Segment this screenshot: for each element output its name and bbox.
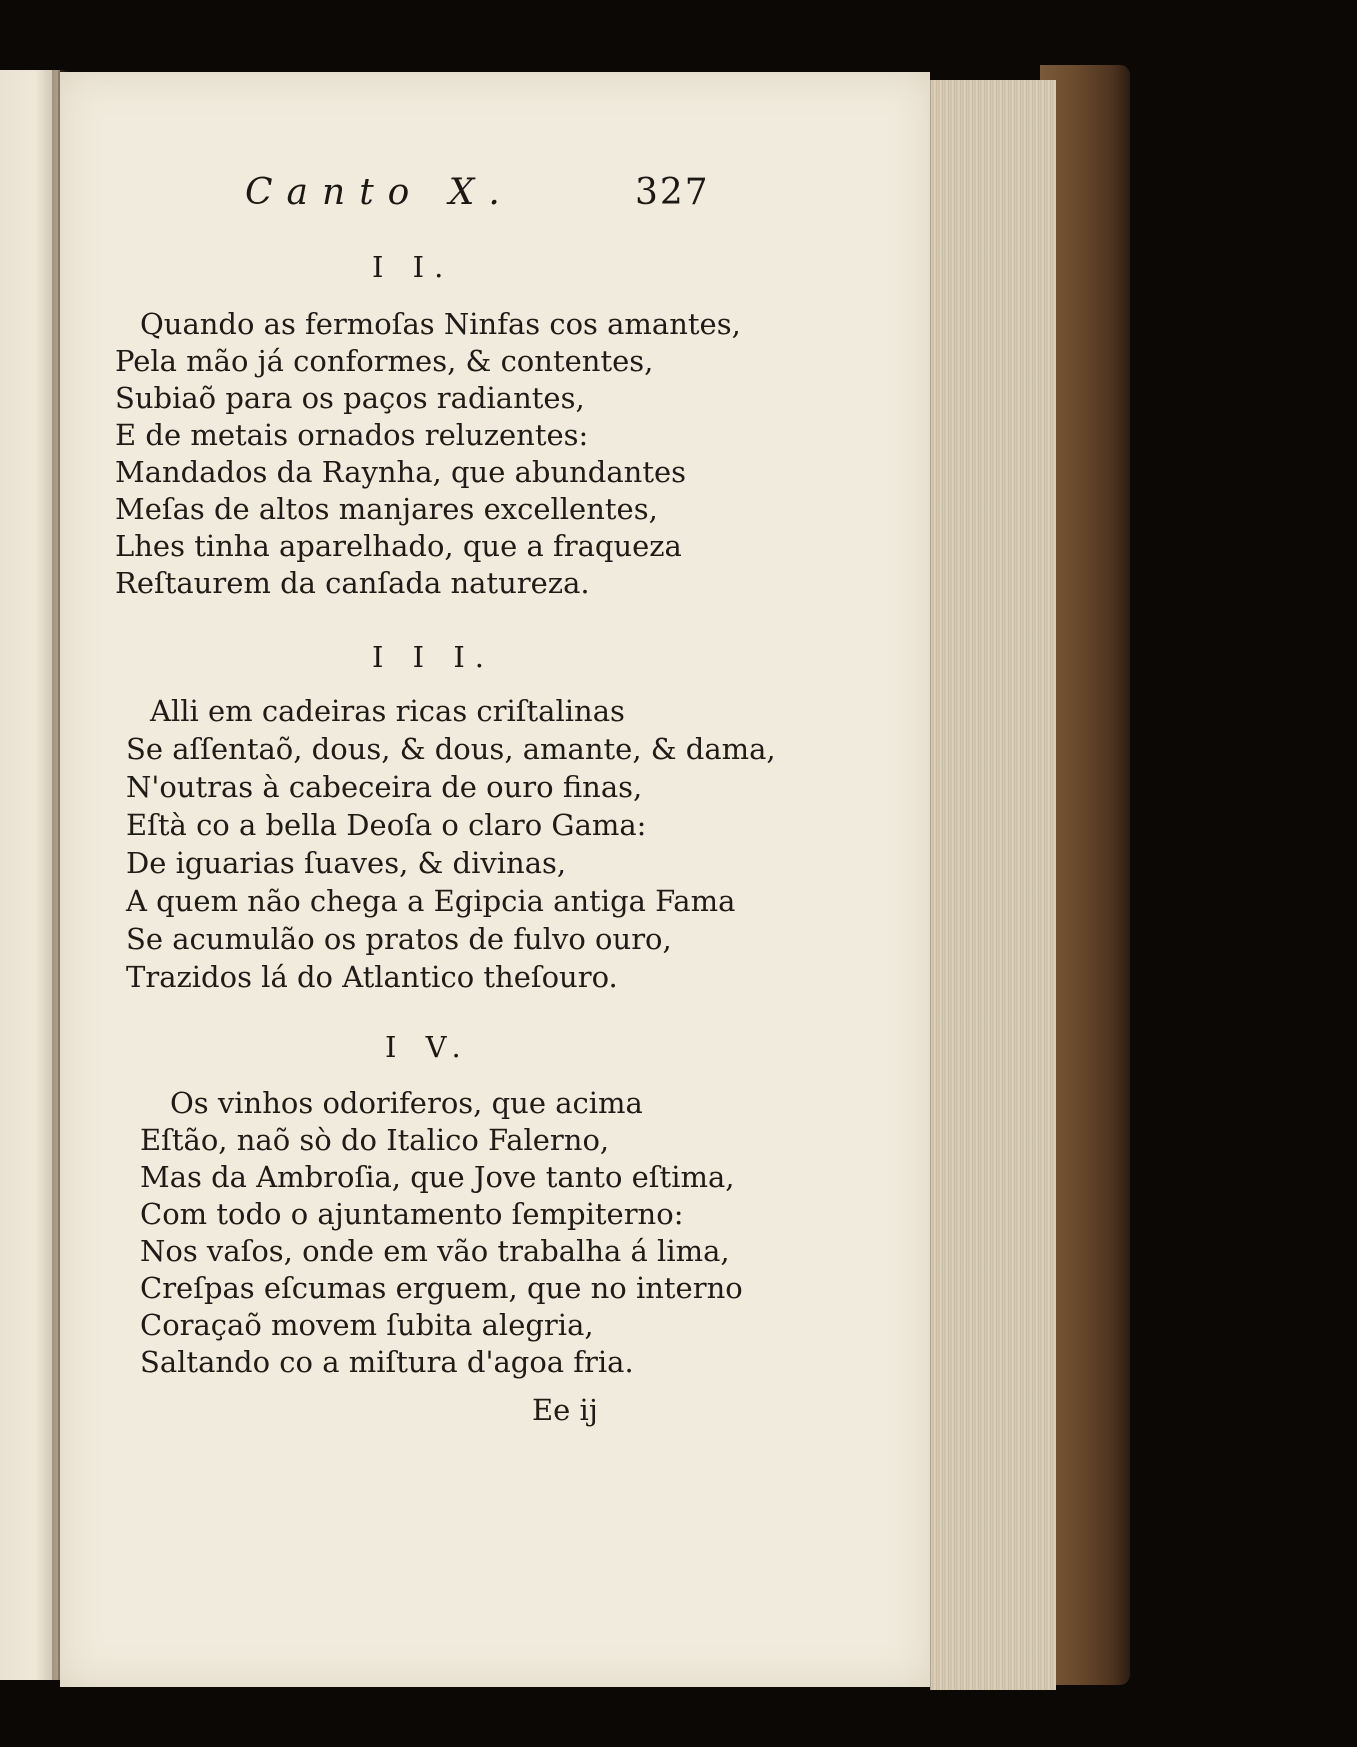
- verse-line: Se acumulão os pratos de fulvo ouro,: [126, 922, 672, 956]
- verse-line: Nos vaſos, onde em vão trabalha á lima,: [140, 1234, 730, 1268]
- verse-line: Lhes tinha aparelhado, que a fraqueza: [115, 529, 682, 563]
- verse-line: De iguarias ſuaves, & divinas,: [126, 846, 567, 880]
- header-title: Canto X.: [245, 172, 514, 213]
- running-header: [245, 172, 725, 222]
- stanza-number: I I.: [372, 250, 454, 284]
- verse-line: Meſas de altos manjares excellentes,: [115, 492, 658, 526]
- verse-line: N'outras à cabeceira de ouro finas,: [126, 770, 643, 804]
- verse-line: Se aſſentaõ, dous, & dous, amante, & dama,: [126, 732, 776, 766]
- page-edges: [930, 80, 1056, 1690]
- verse-line: E de metais ornados reluzentes:: [115, 418, 589, 452]
- verse-line: Trazidos lá do Atlantico theſouro.: [126, 960, 618, 994]
- verse-line: Eſtà co a bella Deoſa o claro Gama:: [126, 808, 647, 842]
- verse-line: Quando as fermoſas Ninfas cos amantes,: [140, 307, 741, 341]
- verse-line: Eſtão, naõ sò do Italico Falerno,: [140, 1123, 610, 1157]
- verse-line: Mas da Ambroſia, que Jove tanto eſtima,: [140, 1160, 735, 1194]
- verse-line: A quem não chega a Egipcia antiga Fama: [126, 884, 736, 918]
- verse-line: Com todo o ajuntamento ſempiterno:: [140, 1197, 684, 1231]
- verse-line: Reſtaurem da canſada natureza.: [115, 566, 590, 600]
- verse-line: Creſpas eſcumas erguem, que no interno: [140, 1271, 743, 1305]
- verse-line: Pela mão já conformes, & contentes,: [115, 344, 654, 378]
- facing-left-page: [0, 70, 60, 1680]
- page-number: 327: [635, 172, 710, 213]
- verse-line: Alli em cadeiras ricas criſtalinas: [150, 694, 625, 728]
- verse-line: Mandados da Raynha, que abundantes: [115, 455, 687, 489]
- verse-line: Subiaõ para os paços radiantes,: [115, 381, 585, 415]
- stanza-number: I I I.: [372, 640, 495, 674]
- verse-line: Coraçaõ movem ſubita alegria,: [140, 1308, 594, 1342]
- stanza-number: I V.: [385, 1030, 471, 1064]
- printer-signature: Ee ij: [532, 1393, 598, 1427]
- verse-line: Saltando co a miſtura d'agoa fria.: [140, 1345, 634, 1379]
- verse-line: Os vinhos odoriferos, que acima: [170, 1086, 643, 1120]
